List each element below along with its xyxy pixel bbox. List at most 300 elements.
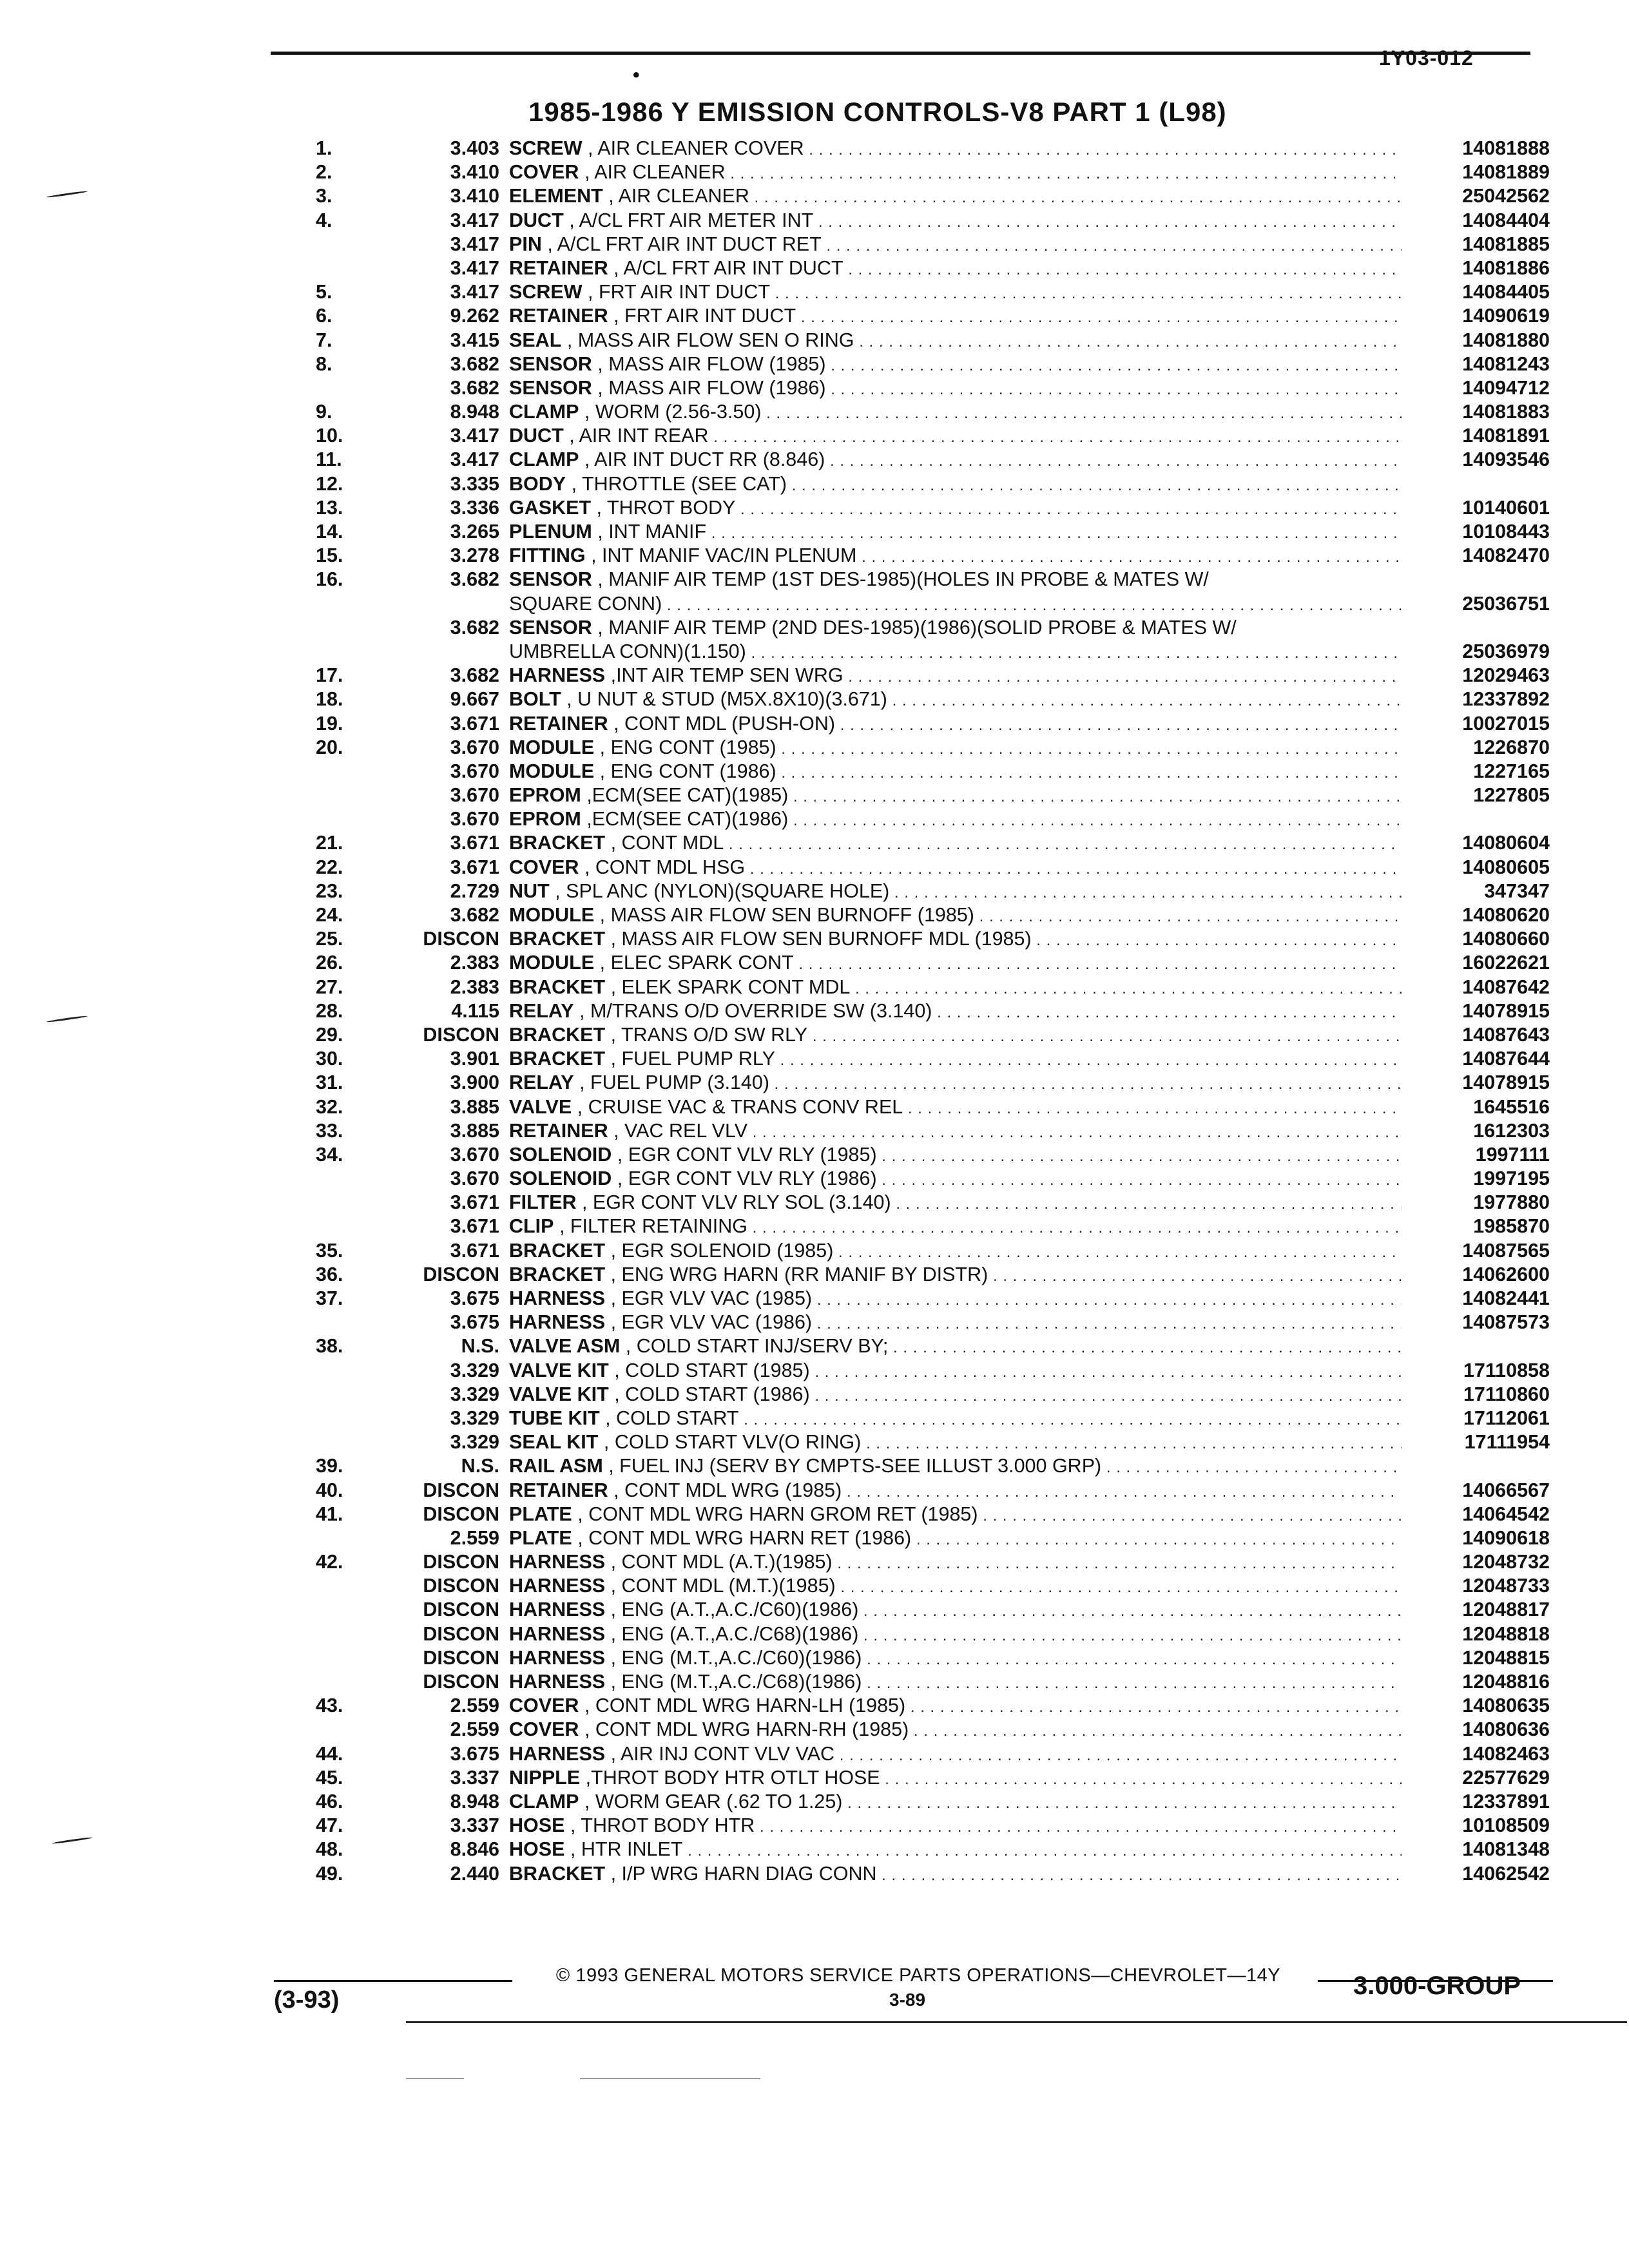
group-code: 3.675 — [450, 1742, 499, 1765]
parts-row — [316, 160, 1550, 184]
part-number: 14082470 — [1462, 544, 1550, 567]
part-name: DUCT — [509, 209, 564, 231]
part-detail: , FRT AIR INT DUCT — [582, 281, 771, 303]
page-title: 1985-1986 Y EMISSION CONTROLS-V8 PART 1 (L98) — [528, 97, 1227, 127]
part-description — [509, 520, 1402, 545]
parts-row — [316, 760, 1550, 783]
group-code: 3.335 — [450, 472, 499, 495]
part-detail: , COLD START (1985) — [608, 1359, 810, 1381]
group-code: 3.670 — [450, 1143, 499, 1166]
part-number: 14078915 — [1462, 1072, 1550, 1094]
group-code: 2.559 — [450, 1526, 499, 1549]
group-code: 3.329 — [450, 1431, 499, 1454]
item-number: 10. — [316, 425, 343, 447]
part-number: 12048732 — [1462, 1551, 1550, 1573]
parts-row — [316, 975, 1550, 999]
part-description — [509, 1383, 1402, 1408]
part-name: BRACKET — [509, 1048, 606, 1070]
parts-row — [316, 1023, 1550, 1047]
part-name: SEAL — [509, 329, 562, 351]
punch-hole-mark — [46, 1015, 88, 1023]
item-number: 46. — [316, 1790, 343, 1812]
item-number: 36. — [316, 1263, 343, 1285]
parts-row — [316, 1119, 1550, 1143]
group-code: 3.417 — [450, 425, 499, 447]
parts-row — [316, 783, 1550, 807]
parts-row — [316, 376, 1550, 400]
parts-row — [316, 1838, 1550, 1861]
part-detail: , EGR CONT VLV RLY SOL (3.140) — [576, 1191, 891, 1214]
group-code: 3.410 — [450, 185, 499, 207]
part-number: 12337891 — [1462, 1790, 1550, 1812]
parts-row — [316, 1598, 1550, 1622]
part-name: HOSE — [509, 1838, 565, 1861]
parts-row — [316, 1670, 1550, 1694]
part-name: MODULE — [509, 736, 595, 758]
part-description — [509, 975, 1402, 1001]
item-number: 11. — [316, 448, 342, 471]
part-detail: , INT MANIF VAC/IN PLENUM — [585, 544, 857, 567]
group-code: 3.415 — [450, 329, 499, 351]
part-number: 14080636 — [1462, 1718, 1550, 1741]
footer-rule-bottom — [406, 2021, 1627, 2023]
part-description — [509, 640, 1402, 665]
parts-row — [316, 1311, 1550, 1334]
item-number: 40. — [316, 1479, 343, 1501]
group-code: 3.329 — [450, 1383, 499, 1405]
part-name: RETAINER — [509, 1119, 608, 1142]
part-detail: ,ECM(SEE CAT)(1985) — [581, 784, 789, 807]
part-description — [509, 687, 1402, 713]
part-detail: , CONT MDL (PUSH-ON) — [608, 712, 836, 735]
part-description — [509, 256, 1402, 282]
part-description — [509, 1311, 1402, 1336]
part-name: CLIP — [509, 1215, 554, 1238]
part-name: BODY — [509, 472, 566, 495]
part-description — [509, 783, 1402, 809]
part-description — [509, 1023, 1402, 1048]
item-number: 25. — [316, 928, 343, 950]
part-detail: , A/CL FRT AIR INT DUCT RET — [541, 233, 822, 255]
part-description — [509, 400, 1402, 425]
group-code: DISCON — [423, 1479, 499, 1501]
part-detail: , FILTER RETAINING — [554, 1215, 747, 1238]
part-detail: , INT MANIF — [592, 521, 707, 543]
parts-row — [316, 233, 1550, 256]
part-detail: , THROT BODY HTR — [564, 1814, 755, 1837]
parts-row — [316, 137, 1550, 160]
part-description — [509, 1167, 1402, 1192]
part-description — [509, 736, 1402, 761]
part-number: 14084405 — [1462, 281, 1550, 303]
group-code: 3.671 — [450, 856, 499, 878]
parts-row — [316, 687, 1550, 711]
parts-row — [316, 1622, 1550, 1646]
part-description — [509, 184, 1402, 209]
parts-row — [316, 1742, 1550, 1766]
group-code: 3.417 — [450, 448, 499, 471]
parts-row — [316, 1550, 1550, 1574]
part-description — [509, 1119, 1402, 1144]
item-number: 48. — [316, 1838, 343, 1861]
part-number: 10027015 — [1462, 712, 1550, 735]
part-description — [509, 1191, 1402, 1216]
item-number: 14. — [316, 521, 343, 543]
group-code: 3.682 — [450, 904, 499, 926]
parts-row — [316, 879, 1550, 903]
date-code: (3-93) — [274, 1986, 340, 2013]
parts-row — [316, 568, 1550, 591]
part-number: 1997111 — [1475, 1143, 1550, 1166]
part-name: COVER — [509, 1718, 579, 1741]
group-label: 3.000-GROUP — [1353, 1972, 1521, 2000]
parts-row — [316, 1239, 1550, 1263]
group-code: 3.278 — [450, 544, 499, 567]
item-number: 21. — [316, 832, 343, 854]
group-code: 3.417 — [450, 233, 499, 255]
part-detail: , ENG (M.T.,A.C./C60)(1986) — [605, 1646, 862, 1669]
item-number: 27. — [316, 975, 343, 998]
item-number: 31. — [316, 1072, 343, 1094]
part-detail: , FUEL INJ (SERV BY CMPTS-SEE ILLUST 3.000 GRP) — [602, 1455, 1102, 1477]
part-detail: , CONT MDL (A.T.)(1985) — [605, 1551, 833, 1573]
parts-row — [316, 1574, 1550, 1598]
part-detail: , MASS AIR FLOW SEN BURNOFF MDL (1985) — [605, 928, 1032, 950]
part-detail: , VAC REL VLV — [608, 1119, 748, 1142]
part-description — [509, 592, 1402, 617]
part-number: 14080604 — [1462, 832, 1550, 854]
item-number: 43. — [316, 1695, 343, 1717]
part-name: SENSOR — [509, 376, 592, 399]
part-name: COVER — [509, 1695, 579, 1717]
part-description — [509, 1670, 1402, 1695]
part-description — [509, 1694, 1402, 1719]
part-number: 14080620 — [1462, 904, 1550, 926]
parts-row — [316, 1862, 1550, 1886]
part-name: VALVE KIT — [509, 1359, 609, 1381]
part-detail: , WORM GEAR (.62 TO 1.25) — [579, 1790, 843, 1812]
part-name: SOLENOID — [509, 1168, 612, 1190]
part-detail: , THROT BODY — [591, 496, 736, 519]
part-number: 14090619 — [1462, 305, 1550, 327]
group-code: N.S. — [461, 1455, 499, 1477]
group-code: 3.682 — [450, 616, 499, 639]
part-detail: , U NUT & STUD (M5X.8X10)(3.671) — [561, 688, 887, 711]
part-name: VALVE — [509, 1095, 572, 1118]
item-number: 32. — [316, 1095, 343, 1118]
part-description — [509, 209, 1402, 234]
part-number: 14080660 — [1462, 928, 1550, 950]
group-code: 3.671 — [450, 832, 499, 854]
part-name: HARNESS — [509, 1671, 606, 1693]
part-detail: , MASS AIR FLOW SEN BURNOFF (1985) — [594, 904, 974, 926]
part-number: 1226870 — [1473, 736, 1550, 758]
group-code: 3.670 — [450, 1168, 499, 1190]
part-detail: , ENG (A.T.,A.C./C60)(1986) — [605, 1599, 859, 1621]
part-number: 14093546 — [1462, 448, 1550, 471]
part-number: 14094712 — [1462, 376, 1550, 399]
parts-row — [316, 400, 1550, 424]
parts-row — [316, 1334, 1550, 1358]
part-description — [509, 1263, 1402, 1288]
group-code: 3.670 — [450, 784, 499, 807]
part-number: 14081348 — [1462, 1838, 1550, 1861]
parts-row — [316, 664, 1550, 687]
part-number: 14082441 — [1462, 1287, 1550, 1309]
part-detail: , A/CL FRT AIR INT DUCT — [608, 256, 843, 279]
parts-row — [316, 1383, 1550, 1407]
part-name: SENSOR — [509, 352, 592, 375]
part-detail: , EGR CONT VLV RLY (1986) — [612, 1168, 877, 1190]
item-number: 33. — [316, 1119, 343, 1142]
group-code: DISCON — [423, 1599, 499, 1621]
group-code: DISCON — [423, 1575, 499, 1597]
item-number: 19. — [316, 712, 343, 735]
bullet-mark: • — [633, 64, 640, 86]
part-number: 12048817 — [1462, 1599, 1550, 1621]
part-number: 1997195 — [1473, 1168, 1550, 1190]
part-number: 14081889 — [1462, 161, 1550, 184]
item-number: 30. — [316, 1048, 343, 1070]
part-detail: , FUEL PUMP RLY — [605, 1048, 775, 1070]
part-number: 17110860 — [1463, 1383, 1550, 1405]
part-number: 12029463 — [1462, 664, 1550, 687]
group-code: 3.682 — [450, 376, 499, 399]
part-name: COVER — [509, 856, 579, 878]
item-number: 42. — [316, 1551, 343, 1573]
part-description — [509, 951, 1402, 976]
parts-row — [316, 712, 1550, 736]
part-name: BRACKET — [509, 928, 606, 950]
item-number: 6. — [316, 305, 333, 327]
part-detail: ,ECM(SEE CAT)(1986) — [581, 808, 789, 831]
part-description — [509, 1598, 1402, 1623]
part-description — [509, 1287, 1402, 1312]
part-description — [509, 1838, 1402, 1863]
part-name: CLAMP — [509, 448, 579, 471]
part-number: 12048818 — [1462, 1622, 1550, 1645]
part-detail: , FUEL PUMP (3.140) — [574, 1072, 769, 1094]
part-name: HARNESS — [509, 1646, 606, 1669]
item-number: 34. — [316, 1143, 343, 1166]
item-number: 23. — [316, 879, 343, 902]
part-detail: , COLD START INJ/SERV BY; — [620, 1335, 889, 1358]
part-number: 10140601 — [1462, 496, 1550, 519]
part-detail: , CONT MDL WRG HARN RET (1986) — [572, 1526, 912, 1549]
part-name: HARNESS — [509, 664, 606, 687]
group-code: 3.885 — [450, 1119, 499, 1142]
part-detail: , MASS AIR FLOW SEN O RING — [561, 329, 854, 351]
part-number: 10108509 — [1462, 1814, 1550, 1837]
parts-row — [316, 592, 1550, 616]
part-detail: , AIR CLEANER — [602, 185, 749, 207]
part-description — [509, 1503, 1402, 1528]
part-detail: , MASS AIR FLOW (1986) — [592, 376, 826, 399]
part-name: SOLENOID — [509, 1143, 612, 1166]
part-detail: , ENG WRG HARN (RR MANIF BY DISTR) — [605, 1263, 988, 1285]
part-description — [509, 903, 1402, 928]
parts-row — [316, 1526, 1550, 1550]
parts-row — [316, 448, 1550, 472]
part-description — [509, 1574, 1402, 1599]
part-name: VALVE KIT — [509, 1383, 609, 1405]
part-description — [509, 376, 1402, 401]
part-detail: , EGR VLV VAC (1986) — [605, 1311, 813, 1334]
parts-row — [316, 544, 1550, 568]
parts-row — [316, 1814, 1550, 1838]
parts-row — [316, 256, 1550, 280]
part-description — [509, 927, 1402, 952]
part-number: 1985870 — [1473, 1215, 1550, 1238]
part-description — [509, 496, 1402, 521]
part-description — [509, 1454, 1402, 1479]
part-description — [509, 352, 1402, 378]
part-number: 14087573 — [1462, 1311, 1550, 1334]
part-detail: UMBRELLA CONN)(1.150) — [509, 640, 746, 662]
group-code: 2.383 — [450, 975, 499, 998]
part-number: 14087643 — [1462, 1023, 1550, 1046]
part-detail: , TRANS O/D SW RLY — [605, 1023, 808, 1046]
group-code: 3.337 — [450, 1766, 499, 1789]
part-description — [509, 1095, 1402, 1120]
parts-row — [316, 1766, 1550, 1790]
part-number: 22577629 — [1462, 1766, 1550, 1789]
part-detail: , COLD START VLV(O RING) — [598, 1431, 862, 1454]
part-description — [509, 472, 1402, 497]
part-name: RELAY — [509, 999, 574, 1022]
document-number: 1Y03-012 — [1379, 46, 1474, 70]
item-number: 29. — [316, 1023, 343, 1046]
part-detail: , CONT MDL HSG — [579, 856, 746, 878]
group-code: 3.885 — [450, 1095, 499, 1118]
group-code: 8.948 — [450, 401, 499, 423]
parts-row — [316, 1454, 1550, 1478]
group-code: 2.383 — [450, 952, 499, 974]
item-number: 35. — [316, 1239, 343, 1262]
part-description — [509, 137, 1402, 162]
parts-row — [316, 999, 1550, 1023]
item-number: 39. — [316, 1455, 343, 1477]
part-number: 12337892 — [1462, 688, 1550, 711]
parts-row — [316, 1694, 1550, 1718]
part-description — [509, 1239, 1402, 1264]
parts-row — [316, 1263, 1550, 1287]
group-code: DISCON — [423, 1671, 499, 1693]
parts-row — [316, 352, 1550, 376]
part-description — [509, 1814, 1402, 1839]
parts-row — [316, 903, 1550, 927]
item-number: 4. — [316, 209, 333, 231]
part-description — [509, 1334, 1402, 1360]
parts-row — [316, 1646, 1550, 1670]
part-detail: , CONT MDL (M.T.)(1985) — [605, 1575, 836, 1597]
part-number: 1227165 — [1473, 760, 1550, 782]
part-name: FITTING — [509, 544, 586, 567]
part-name: HARNESS — [509, 1599, 606, 1621]
group-code: 8.948 — [450, 1790, 499, 1812]
parts-row — [316, 184, 1550, 208]
part-name: COVER — [509, 161, 579, 184]
part-number: 347347 — [1484, 879, 1550, 902]
parts-list — [316, 137, 1550, 1886]
header-rule — [271, 52, 1530, 55]
page-number: 3-89 — [889, 1990, 926, 2010]
part-description — [509, 616, 1402, 641]
item-number: 16. — [316, 568, 343, 591]
part-name: NIPPLE — [509, 1766, 581, 1789]
part-description — [509, 1766, 1402, 1791]
part-detail: , ELEC SPARK CONT — [594, 952, 794, 974]
parts-row — [316, 1167, 1550, 1191]
part-detail: , CRUISE VAC & TRANS CONV REL — [572, 1095, 903, 1118]
part-description — [509, 1550, 1402, 1575]
scan-artifact-line — [406, 2078, 464, 2079]
group-code: 3.329 — [450, 1407, 499, 1429]
group-code: DISCON — [423, 1023, 499, 1046]
part-number: 14062600 — [1462, 1263, 1550, 1285]
part-detail: , ENG (M.T.,A.C./C68)(1986) — [605, 1671, 862, 1693]
part-number: 12048733 — [1462, 1575, 1550, 1597]
item-number: 2. — [316, 161, 333, 184]
part-detail: , WORM (2.56-3.50) — [579, 401, 762, 423]
parts-row — [316, 1215, 1550, 1238]
part-number: 14062542 — [1462, 1862, 1550, 1885]
part-description — [509, 1047, 1402, 1072]
part-description — [509, 1071, 1402, 1096]
part-description — [509, 1143, 1402, 1168]
group-code: DISCON — [423, 1263, 499, 1285]
part-name: FILTER — [509, 1191, 577, 1214]
part-detail: , COLD START — [599, 1407, 739, 1429]
part-name: MODULE — [509, 952, 595, 974]
item-number: 45. — [316, 1766, 343, 1789]
part-number: 25042562 — [1462, 185, 1550, 207]
parts-row — [316, 807, 1550, 831]
part-detail: , COLD START (1986) — [608, 1383, 810, 1405]
group-code: DISCON — [423, 1551, 499, 1573]
part-detail: , A/CL FRT AIR METER INT — [563, 209, 814, 231]
group-code: 9.667 — [450, 688, 499, 711]
parts-row — [316, 927, 1550, 951]
part-detail: , EGR SOLENOID (1985) — [605, 1239, 834, 1262]
part-number: 14084404 — [1462, 209, 1550, 231]
parts-row — [316, 1503, 1550, 1526]
group-code: DISCON — [423, 1646, 499, 1669]
item-number: 22. — [316, 856, 343, 878]
part-description — [509, 1622, 1402, 1648]
part-number: 14087644 — [1462, 1048, 1550, 1070]
punch-hole-mark — [52, 1837, 93, 1845]
group-code: 3.417 — [450, 256, 499, 279]
parts-row — [316, 1407, 1550, 1430]
part-detail: , ENG (A.T.,A.C./C68)(1986) — [605, 1622, 859, 1645]
item-number: 13. — [316, 496, 343, 519]
part-detail: , M/TRANS O/D OVERRIDE SW (3.140) — [574, 999, 932, 1022]
part-name: VALVE ASM — [509, 1335, 621, 1358]
part-detail: , CONT MDL WRG HARN GROM RET (1985) — [572, 1503, 978, 1525]
item-number: 17. — [316, 664, 343, 687]
parts-row — [316, 736, 1550, 760]
group-code: 8.846 — [450, 1838, 499, 1861]
group-code: 2.440 — [450, 1862, 499, 1885]
part-name: RETAINER — [509, 712, 608, 735]
item-number: 3. — [316, 185, 333, 207]
part-name: PLATE — [509, 1526, 572, 1549]
part-description — [509, 1479, 1402, 1504]
group-code: 2.729 — [450, 879, 499, 902]
part-number: 14081888 — [1462, 137, 1550, 159]
part-name: BOLT — [509, 688, 561, 711]
